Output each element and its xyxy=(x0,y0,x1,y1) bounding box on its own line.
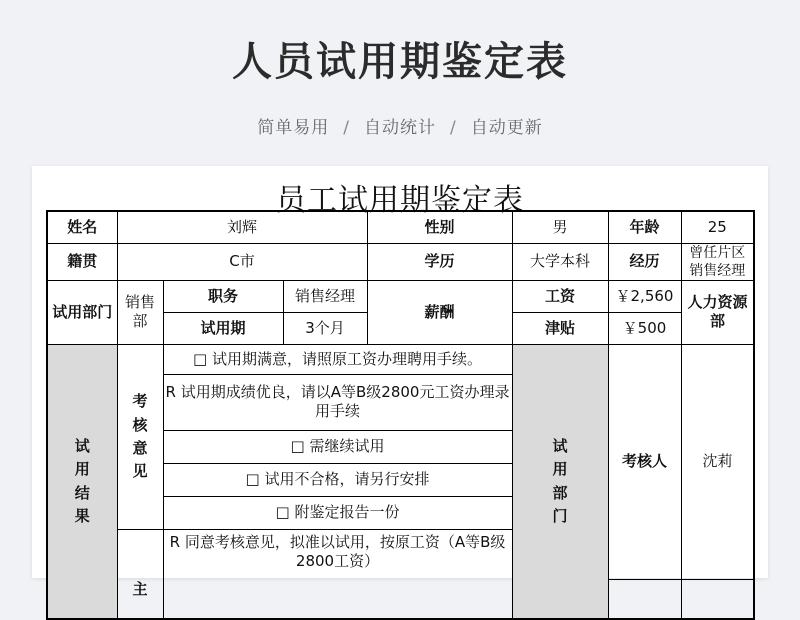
education-value[interactable]: 大学本科 xyxy=(512,243,608,280)
period-label: 试用期 xyxy=(163,312,283,344)
origin-value[interactable]: C市 xyxy=(117,243,367,280)
option-2[interactable]: R 试用期成绩优良，请以A等B级2800元工资办理录用手续 xyxy=(163,374,512,430)
tag-auto-stats: 自动统计 xyxy=(364,118,436,138)
name-label: 姓名 xyxy=(47,211,117,243)
gender-label: 性别 xyxy=(367,211,512,243)
name-value[interactable]: 刘辉 xyxy=(117,211,367,243)
tag-auto-update: 自动更新 xyxy=(470,118,543,138)
age-value[interactable]: 25 xyxy=(681,211,754,243)
experience-value[interactable]: 曾任片区销售经理 xyxy=(681,243,754,280)
option-1[interactable]: □ 试用期满意，请照原工资办理聘用手续。 xyxy=(163,344,512,374)
evaluation-table xyxy=(46,210,755,620)
wage-label: 工资 xyxy=(512,280,608,312)
option-5[interactable]: □ 附鉴定报告一份 xyxy=(163,496,512,529)
experience-label: 经历 xyxy=(608,243,681,280)
blank-cell xyxy=(608,579,681,619)
age-label: 年龄 xyxy=(608,211,681,243)
form-sheet xyxy=(32,166,768,598)
page-title: 人员试用期鉴定表 xyxy=(232,39,568,85)
tag-easy: 简单易用 xyxy=(257,118,330,138)
hr-label: 人力资源部 xyxy=(681,280,754,344)
origin-label: 籍贯 xyxy=(47,243,117,280)
next-left-label: 主 xyxy=(117,529,163,619)
reviewer-value[interactable]: 沈莉 xyxy=(681,344,754,579)
salary-label: 薪酬 xyxy=(367,280,512,344)
allowance-value[interactable]: ￥500 xyxy=(608,312,681,344)
reviewer-label: 考核人 xyxy=(608,344,681,579)
option-4[interactable]: □ 试用不合格，请另行安排 xyxy=(163,463,512,496)
wage-value[interactable]: ￥2,560 xyxy=(608,280,681,312)
education-label: 学历 xyxy=(367,243,512,280)
opinion-label: 考核意见 xyxy=(117,344,163,529)
position-label: 职务 xyxy=(163,280,283,312)
allowance-label: 津贴 xyxy=(512,312,608,344)
period-value[interactable]: 3个月 xyxy=(283,312,367,344)
tag-separator: / xyxy=(450,118,457,138)
dept-label: 试用部门 xyxy=(47,280,117,344)
result-label: 试用结果 xyxy=(47,344,117,619)
feature-tags xyxy=(0,113,800,138)
form-title: 员工试用期鉴定表 xyxy=(276,183,524,218)
option-3[interactable]: □ 需继续试用 xyxy=(163,430,512,463)
approval-text[interactable]: R 同意考核意见，拟准以试用，按原工资（A等B级2800工资） xyxy=(163,529,512,619)
position-value[interactable]: 销售经理 xyxy=(283,280,367,312)
gender-value[interactable]: 男 xyxy=(512,211,608,243)
dept-value[interactable]: 销售部 xyxy=(117,280,163,344)
tag-separator: / xyxy=(343,118,350,138)
dept-side-label: 试用部门 xyxy=(512,344,608,619)
blank-cell xyxy=(681,579,754,619)
